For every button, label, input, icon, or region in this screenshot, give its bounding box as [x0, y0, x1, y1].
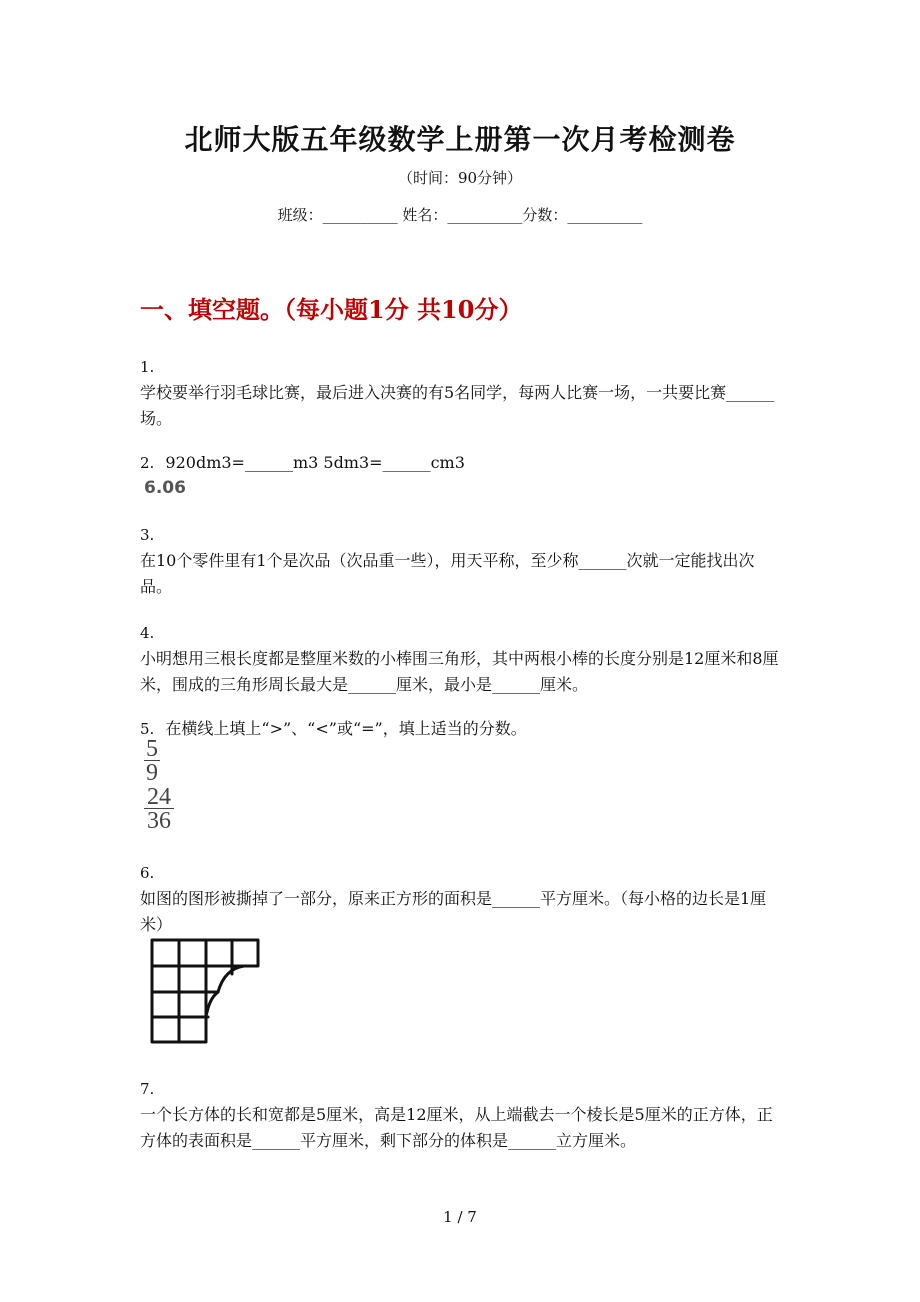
fraction-numerator: 5: [146, 736, 158, 762]
question-number: 2.: [140, 454, 155, 472]
fraction-24-36: [144, 786, 174, 833]
fraction-denominator: 9: [146, 760, 158, 786]
formula-image-text: 6.06: [144, 478, 186, 498]
question-text: 学校要举行羽毛球比赛，最后进入决赛的有5名同学，每两人比赛一场，一共要比赛______场。: [140, 383, 775, 428]
question-5: [140, 716, 785, 742]
question-number: 5.: [140, 720, 155, 738]
exam-time: （时间：90分钟）: [397, 169, 523, 187]
question-text: 一个长方体的长和宽都是5厘米，高是12厘米，从上端截去一个棱长是5厘米的正方体，正方体的表面积是______平方厘米，剩下部分的体积是______立方厘米。: [140, 1105, 773, 1150]
question-7: [140, 1076, 785, 1154]
question-text: 在10个零件里有1个是次品（次品重一些），用天平称，至少称______次就一定能找出次品。: [140, 551, 755, 596]
question-text: 920dm3=______m3 5dm3=______cm3: [165, 453, 465, 472]
question-3: [140, 522, 785, 600]
fraction-numerator: 24: [147, 784, 171, 810]
question-number: 7.: [140, 1080, 155, 1098]
question-number: 3.: [140, 526, 155, 544]
question-text: 如图的图形被撕掉了一部分，原来正方形的面积是______平方厘米。（每小格的边长是1厘米）: [140, 889, 767, 934]
question-4: [140, 620, 785, 698]
question-number: 4.: [140, 624, 155, 642]
question-number: 1.: [140, 358, 155, 376]
fraction-denominator: 36: [147, 808, 171, 834]
fraction-5-9: [144, 738, 160, 785]
question-1: [140, 354, 785, 432]
torn-square-grid-figure: [148, 936, 262, 1046]
question-text: 在横线上填上“>”、“<”或“=”，填上适当的分数。: [165, 719, 527, 738]
question-text: 小明想用三根长度都是整厘米数的小棒围三角形，其中两根小棒的长度分别是12厘米和8厘米，围成的三角形周长最大是______厘米，最小是______厘米。: [140, 649, 779, 694]
page-title: 北师大版五年级数学上册第一次月考检测卷: [184, 123, 736, 156]
question-2: [140, 450, 785, 476]
page-number: 1 / 7: [443, 1208, 477, 1226]
student-info-line: 班级：__________ 姓名：__________分数：__________: [277, 206, 643, 224]
question-6: [140, 860, 785, 938]
section-heading: 一、填空题。（每小题1分 共10分）: [140, 295, 523, 324]
question-number: 6.: [140, 864, 155, 882]
